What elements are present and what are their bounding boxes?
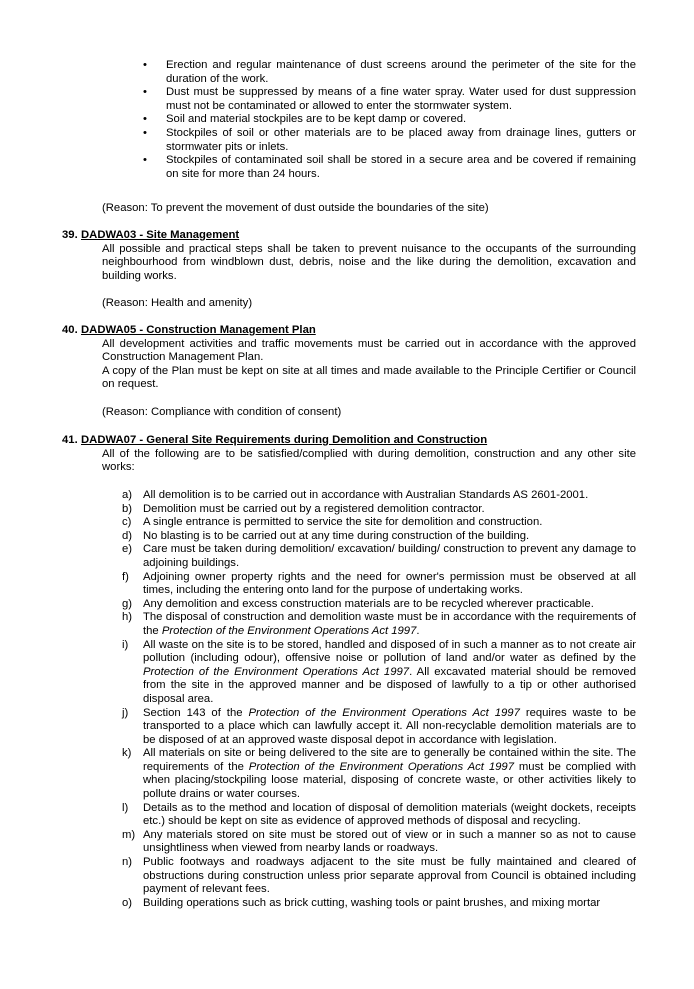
list-item	[122, 829, 636, 856]
condition-paragraph: All possible and practical steps shall be taken to prevent nuisance to the occupants of the surrounding neighbourhood from windblown dust, debris, noise and the like during the demolition, excavation and building works.	[102, 242, 636, 282]
item-text: A single entrance is permitted to service the site for demolition and construction.	[143, 516, 543, 529]
item-text: All waste on the site is to be stored, handled and disposed of in such a manner as to not create air pollution (including odour), offensive noise or pollution of land and/or water as defined by the Protection of the Environment Operations Act 1997. All excavated material should be removed from the site in the approved manner and be disposed of lawfully to a tip or other authorised disposal area.	[143, 638, 636, 705]
dust-control-bullet-list	[142, 59, 636, 181]
condition-paragraph: A copy of the Plan must be kept on site at all times and made available to the Principle Certifier or Council on request.	[102, 364, 636, 391]
list-item	[122, 571, 636, 598]
item-label: i)	[122, 638, 129, 651]
list-item	[122, 611, 636, 638]
list-item	[122, 707, 636, 748]
item-label: h)	[122, 611, 133, 624]
bullet-item: • Stockpiles of soil or other materials are to be placed away from drainage lines, gutters or stormwater pits or inlets.	[142, 127, 636, 154]
act-title: Protection of the Environment Operations Act 1997	[248, 760, 514, 773]
condition-heading	[62, 229, 636, 243]
list-item	[122, 802, 636, 829]
condition-39	[62, 229, 636, 311]
list-item	[122, 516, 636, 530]
item-label: e)	[122, 543, 133, 556]
act-title: Protection of the Environment Operations Act 1997	[248, 706, 520, 719]
item-text: The disposal of construction and demolition waste must be in accordance with the requirements of the Protection of the Environment Operations Act 1997.	[143, 611, 636, 637]
item-label: j)	[122, 706, 129, 719]
item-text: No blasting is to be carried out at any time during construction of the building.	[143, 529, 530, 542]
dust-reason-text: (Reason: To prevent the movement of dust outside the boundaries of the site)	[102, 202, 489, 214]
item-text: All materials on site or being delivered to the site are to generally be contained within the site. The requirements of the Protection of the Environment Operations Act 1997 must be complied with when placing/stockpiling loose material, disposing of concrete waste, or other activities likely to pollute drains or water courses.	[143, 747, 636, 801]
item-text: Building operations such as brick cutting, washing tools or paint brushes, and mixing mortar	[143, 896, 601, 909]
list-item	[122, 897, 636, 911]
condition-body	[102, 243, 636, 311]
condition-number: 41.	[62, 434, 78, 446]
act-title: Protection of the Environment Operations Act 1997	[143, 665, 410, 678]
condition-number: 40.	[62, 324, 78, 336]
item-text: Any materials stored on site must be stored out of view or in such a manner so as not to cause unsightliness when viewed from nearby lands or roadways.	[143, 828, 636, 855]
site-requirements-list	[122, 489, 636, 910]
item-label: b)	[122, 502, 133, 515]
item-text: All demolition is to be carried out in accordance with Australian Standards AS 2601-2001.	[143, 489, 589, 501]
item-text: Any demolition and excess construction materials are to be recycled wherever practicable.	[143, 597, 594, 610]
condition-title: DADWA07 - General Site Requirements during Demolition and Construction	[81, 434, 488, 446]
item-label: d)	[122, 529, 133, 542]
item-label: k)	[122, 747, 132, 760]
list-item	[122, 747, 636, 801]
condition-reason: (Reason: Health and amenity)	[102, 296, 253, 309]
bullet-item: • Dust must be suppressed by means of a fine water spray. Water used for dust suppression must not be contaminated or allowed to enter the stormwater system.	[142, 86, 636, 113]
condition-reason: (Reason: Compliance with condition of consent)	[102, 405, 342, 418]
condition-body	[102, 338, 636, 420]
list-item	[122, 489, 636, 503]
item-text: Adjoining owner property rights and the need for owner's permission must be observed at all times, including the entering onto land for the purpose of undertaking works.	[143, 570, 636, 597]
item-text: Section 143 of the Protection of the Environment Operations Act 1997 requires waste to be transported to a place which can lawfully accept it. All non-recyclable demolition materials are to be disposed of at an approved waste disposal depot in accordance with legislation.	[143, 706, 636, 746]
condition-title: DADWA05 - Construction Management Plan	[81, 324, 316, 336]
item-text: Care must be taken during demolition/ excavation/ building/ construction to prevent any damage to adjoining buildings.	[143, 543, 636, 569]
item-label: l)	[122, 801, 129, 814]
list-item	[122, 530, 636, 544]
item-text: Demolition must be carried out by a registered demolition contractor.	[143, 502, 485, 515]
item-label: f)	[122, 570, 129, 583]
item-label: m)	[122, 828, 136, 841]
condition-body	[102, 448, 636, 475]
act-title: Protection of the Environment Operations Act 1997	[161, 624, 417, 637]
condition-40	[62, 324, 636, 419]
condition-number: 39.	[62, 229, 78, 241]
condition-41	[62, 434, 636, 475]
condition-heading	[62, 434, 636, 448]
item-label: c)	[122, 516, 132, 529]
condition-title: DADWA03 - Site Management	[81, 229, 240, 241]
bullet-item: • Erection and regular maintenance of dust screens around the perimeter of the site for the duration of the work.	[142, 59, 636, 86]
item-text: Public footways and roadways adjacent to the site must be fully maintained and cleared of obstructions during construction unless prior separate approval from Council is obtained including payment of relevant fees.	[143, 856, 636, 896]
list-item	[122, 598, 636, 612]
item-label: a)	[122, 489, 133, 501]
item-label: g)	[122, 597, 133, 610]
condition-heading	[62, 324, 636, 338]
list-item	[122, 639, 636, 707]
item-text: Details as to the method and location of disposal of demolition materials (weight dockets, receipts etc.) should be kept on site as evidence of approved methods of disposal and recycling.	[143, 801, 636, 828]
item-label: o)	[122, 896, 133, 909]
list-item	[122, 503, 636, 517]
bullet-item: • Stockpiles of contaminated soil shall be stored in a secure area and be covered if remaining on site for more than 24 hours.	[142, 154, 636, 181]
list-item	[122, 856, 636, 897]
condition-paragraph: All development activities and traffic movements must be carried out in accordance with the approved Construction Management Plan.	[102, 337, 636, 364]
bullet-item: • Soil and material stockpiles are to be kept damp or covered.	[142, 113, 636, 127]
item-label: n)	[122, 856, 133, 869]
condition-intro: All of the following are to be satisfied/complied with during demolition, construction and any other site works:	[102, 447, 636, 474]
list-item	[122, 543, 636, 570]
